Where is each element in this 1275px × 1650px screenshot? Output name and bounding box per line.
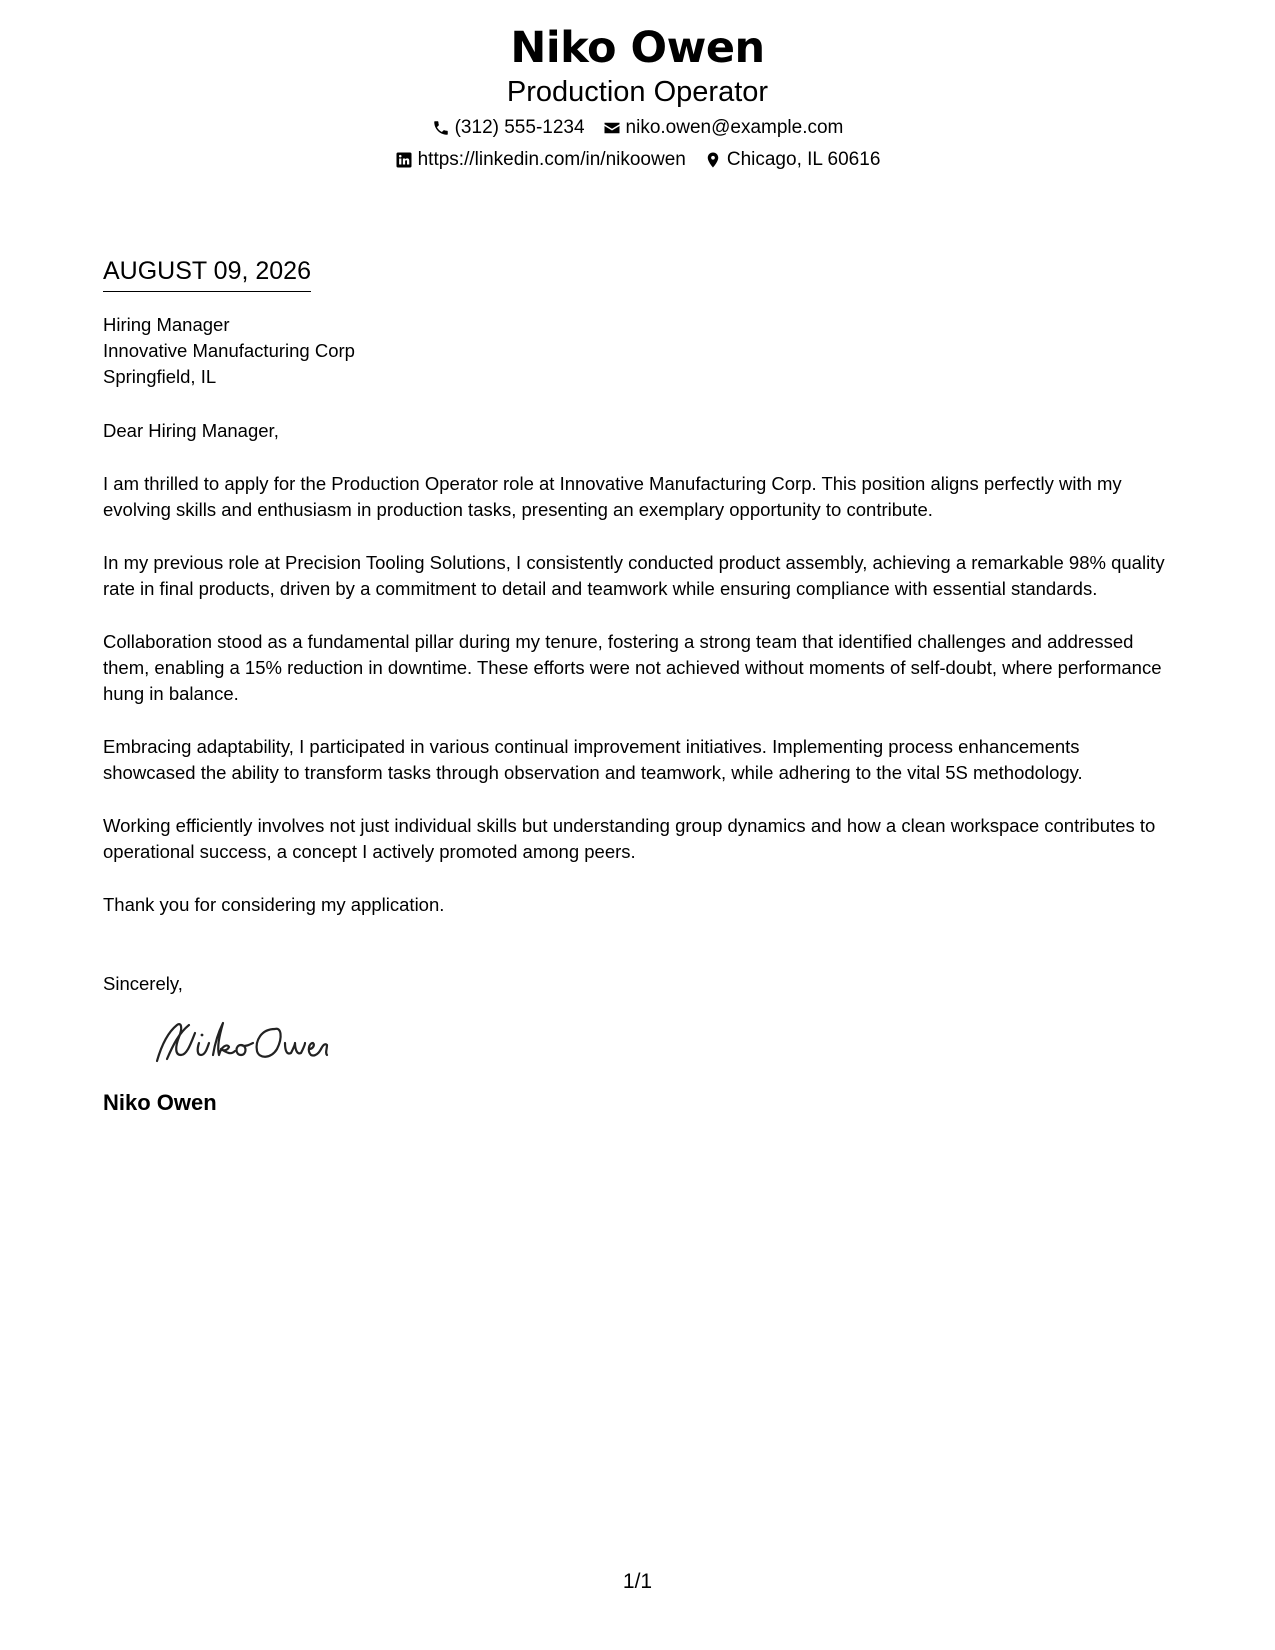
contact-row-secondary	[0, 148, 1275, 172]
paragraph-4: Embracing adaptability, I participated in various continual improvement initiatives. Implementing process enhancements showcased the ability to transform tasks through observation and teamwork, while adhering to the vital 5S methodology.	[103, 736, 1083, 783]
paragraph-2: In my previous role at Precision Tooling Solutions, I consistently conducted product assembly, achieving a remarkable 98% quality rate in final products, driven by a commitment to detail and teamwork while ensuring compliance with essential standards.	[103, 552, 1165, 599]
letter-body	[103, 255, 1173, 1117]
contact-email	[603, 116, 844, 140]
job-title: Production Operator	[506, 76, 769, 108]
recipient-title: Hiring Manager	[103, 314, 230, 335]
phone-icon	[432, 119, 450, 137]
letter-header	[0, 22, 1275, 172]
handwritten-signature	[149, 1015, 329, 1071]
contact-linkedin	[395, 148, 686, 172]
recipient-company: Innovative Manufacturing Corp	[103, 340, 355, 361]
contact-phone	[432, 116, 585, 140]
paragraph-1: I am thrilled to apply for the Production Operator role at Innovative Manufacturing Corp. This position aligns perfectly with my evolving skills and enthusiasm in production tasks, presenting an exemplary opportunity to contribute.	[103, 473, 1122, 520]
paragraph-5: Working efficiently involves not just individual skills but understanding group dynamics and how a clean workspace contributes to operational success, a concept I actively promoted among peers.	[103, 815, 1156, 862]
phone-number: (312) 555-1234	[454, 117, 585, 138]
contact-row-primary	[0, 116, 1275, 140]
closing: Sincerely,	[103, 973, 183, 994]
email-address: niko.owen@example.com	[625, 117, 844, 138]
paragraph-3: Collaboration stood as a fundamental pillar during my tenure, fostering a strong team that identified challenges and addressed them, enabling a 15% reduction in downtime. These efforts were not achieved without moments of self-doubt, where performance hung in balance.	[103, 631, 1162, 704]
recipient-block	[103, 312, 1173, 390]
linkedin-icon	[395, 151, 413, 169]
paragraph-6: Thank you for considering my application.	[103, 894, 445, 915]
map-pin-icon	[704, 151, 722, 169]
location-text: Chicago, IL 60616	[726, 149, 881, 170]
contact-location	[704, 148, 881, 172]
letter-date: AUGUST 09, 2026	[103, 255, 311, 292]
greeting: Dear Hiring Manager,	[103, 420, 279, 441]
recipient-location: Springfield, IL	[103, 366, 217, 387]
page-number: 1/1	[622, 1570, 653, 1593]
applicant-name: Niko Owen	[510, 23, 765, 73]
linkedin-url[interactable]: https://linkedin.com/in/nikoowen	[417, 149, 686, 170]
signer-name: Niko Owen	[103, 1090, 217, 1115]
envelope-icon	[603, 119, 621, 137]
